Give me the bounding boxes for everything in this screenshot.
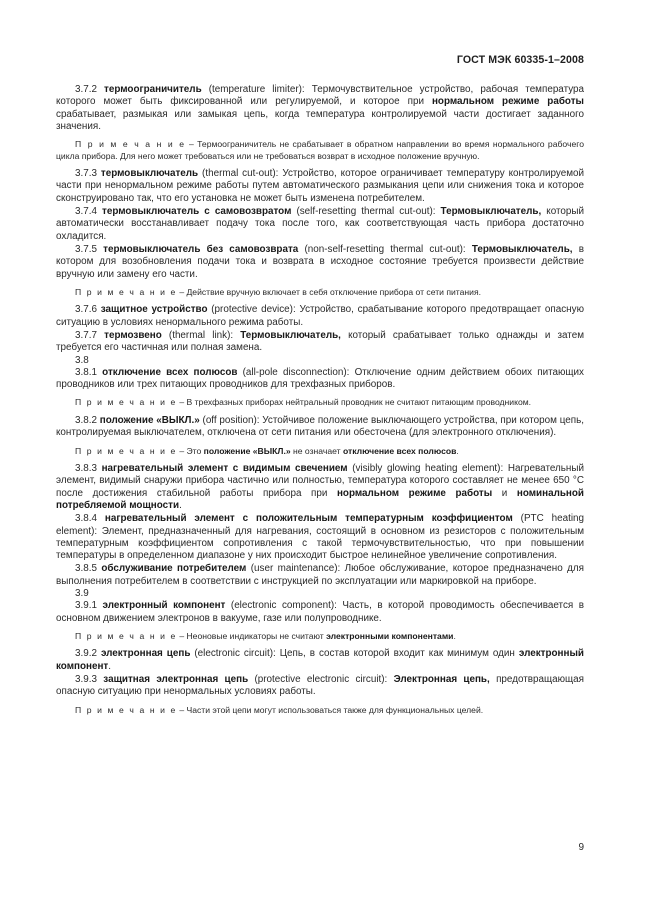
clause-3-9-2 bbox=[56, 648, 584, 673]
note-3-7-2 bbox=[56, 139, 584, 162]
clause-3-7-2 bbox=[56, 84, 584, 133]
bold-reference: Термовыключатель, bbox=[471, 243, 573, 255]
clause-number: 3.8.4 bbox=[75, 513, 97, 525]
definition-text: Элемент, предназначенный для нагревания, состоящий в основном из резисторов с положительным температурным коэффициентом сопротивления с такой термочувствительностью, что при повышении температуры в определенном диапазоне у них происходит быстрое нелинейное увеличение сопротивления. bbox=[56, 525, 584, 562]
term-english: (protective electronic circuit): bbox=[254, 673, 388, 685]
clause-3-8-2 bbox=[56, 415, 584, 440]
clause-3-8: 3.8 bbox=[75, 354, 89, 366]
document-body bbox=[56, 84, 584, 716]
clause-number: 3.7.3 bbox=[75, 168, 97, 180]
term-english: (PTC heating element): bbox=[56, 513, 585, 537]
definition-text: Цепь, в состав которой входит как минимум один bbox=[279, 648, 515, 660]
clause-number: 3.7.7 bbox=[75, 329, 97, 341]
term: обслуживание потребителем bbox=[101, 563, 247, 575]
note-text: – Действие вручную включает в себя отключение прибора от сети питания. bbox=[179, 286, 482, 297]
term-english: (off position): bbox=[202, 414, 260, 426]
clause-number: 3.8.1 bbox=[75, 366, 97, 378]
clause-number: 3.9.3 bbox=[75, 673, 97, 685]
term: отключение всех полюсов bbox=[102, 366, 238, 378]
note-label: П р и м е ч а н и е bbox=[75, 286, 177, 297]
standard-header: ГОСТ МЭК 60335-1–2008 bbox=[456, 54, 584, 66]
definition-text: который срабатывает только однажды и затем требуется его частичная или полная замена. bbox=[56, 329, 584, 354]
term-english: (protective device): bbox=[211, 304, 296, 316]
definition-text: Часть, в которой проводимость обеспечивается в основном движением электронов в вакууме, газе или полупроводнике. bbox=[56, 600, 585, 624]
note-3-8-2 bbox=[56, 446, 584, 458]
definition-text: Нагревательный элемент, видимый снаружи прибора частично или полностью, температура которого составляет не менее 650 °С после достижения стабильной работы прибора при bbox=[56, 463, 584, 499]
definition-text: срабатывает, размыкая или замыкая цепь, когда температура контролируемой части достигает заданного значения. bbox=[56, 108, 584, 132]
clause-3-9-1 bbox=[56, 600, 584, 625]
clause-3-7-6 bbox=[56, 304, 584, 329]
bold-reference: Термовыключатель, bbox=[240, 329, 341, 341]
definition-text: и bbox=[501, 487, 508, 499]
document-page bbox=[56, 54, 584, 884]
term-english: (temperature limiter): bbox=[208, 84, 305, 95]
definition-text: Устойчивое положение выключающего устройства, при котором цепь, контролируемая выключателем, отключена от сети питания или обесточена (для электронного отключения). bbox=[56, 414, 584, 439]
clause-3-9: 3.9 bbox=[75, 588, 89, 599]
clause-3-7-5 bbox=[56, 244, 584, 281]
definition-text: в котором для возобновления подачи тока и возврата в исходное состояние требуется произвести действие вручную или замену его части. bbox=[56, 243, 584, 280]
definition-text: который автоматически восстанавливает подачу тока после того, как соответствующая часть прибора достаточно охладится. bbox=[56, 206, 584, 242]
bold-reference: нормальном режиме работы bbox=[431, 96, 584, 108]
term: электронный компонент bbox=[102, 600, 226, 612]
page-number: 9 bbox=[578, 842, 584, 853]
term: защитная электронная цепь bbox=[103, 673, 249, 685]
definition-text: Термочувствительное устройство, рабочая температура которого может быть фиксированной или регулируемой, и которое при bbox=[56, 84, 585, 108]
clause-3-8-1 bbox=[56, 367, 584, 392]
term: термовыключатель с самовозвратом bbox=[102, 206, 292, 218]
note-text: – Части этой цепи могут использоваться также для функциональных целей. bbox=[179, 704, 484, 715]
bold-reference: электронными компонентами bbox=[326, 630, 454, 641]
definition-text: Устройство, которое ограничивает температуру контролируемой части при ненормальном режиме работы путем автоматического размыкания цепи или снижения тока и которое сконструировано так, что его установка не может быть изменена потребителем. bbox=[56, 168, 585, 204]
definition-text: Отключение одним действием обоих питающих проводников или трех питающих проводников для трехфазных приборов. bbox=[56, 366, 584, 391]
clause-number: 3.7.4 bbox=[75, 206, 97, 218]
term: термозвено bbox=[104, 329, 162, 341]
term: термовыключатель bbox=[100, 168, 199, 180]
clause-number: 3.8.3 bbox=[75, 463, 97, 475]
clause-number: 3.7.6 bbox=[75, 304, 97, 316]
note-text: . bbox=[453, 630, 456, 641]
note-text: – В трехфазных приборах нейтральный проводник не считают питающим проводником. bbox=[179, 397, 532, 408]
term: нагревательный элемент с видимым свечением bbox=[101, 463, 348, 475]
note-label: П р и м е ч а н и е bbox=[75, 139, 186, 150]
note-label: П р и м е ч а н и е bbox=[75, 630, 177, 641]
bold-reference: отключение всех полюсов bbox=[342, 445, 457, 456]
note-3-7-5 bbox=[56, 287, 584, 299]
note-text: . bbox=[456, 445, 459, 456]
term-english: (thermal cut-out): bbox=[202, 168, 279, 180]
definition-text: Устройство, срабатывание которого предотвращает опасную ситуацию в условиях ненормального режима работы. bbox=[56, 304, 584, 328]
bold-reference: положение «ВЫКЛ.» bbox=[203, 445, 291, 456]
note-label: П р и м е ч а н и е bbox=[75, 704, 177, 715]
term-english: (non-self-resetting thermal cut-out): bbox=[304, 243, 466, 255]
term-english: (thermal link): bbox=[168, 329, 234, 341]
term-english: (self-resetting thermal cut-out): bbox=[296, 206, 436, 218]
clause-3-8-5 bbox=[56, 563, 584, 588]
clause-3-9-3 bbox=[56, 674, 584, 699]
clause-number: 3.7.5 bbox=[75, 243, 97, 255]
note-text: – Термоограничитель не срабатывает в обратном направлении во время нормального рабочего цикла прибора. Для него может требоваться или не требоваться возврат в исходное положение вручную. bbox=[56, 139, 584, 161]
note-label: П р и м е ч а н и е bbox=[75, 397, 177, 408]
term: положение «ВЫКЛ.» bbox=[99, 414, 200, 426]
note-3-9-1 bbox=[56, 631, 584, 643]
note-3-9-3 bbox=[56, 705, 584, 717]
definition-text: Любое обслуживание, которое предназначено для выполнения потребителем в соответствии с инструкцией по эксплуатации или маркировкой на приборе. bbox=[56, 563, 585, 587]
definition-text: . bbox=[179, 499, 182, 511]
note-3-8-1 bbox=[56, 397, 584, 409]
term: термовыключатель без самовозврата bbox=[103, 243, 299, 255]
term-english: (electronic circuit): bbox=[194, 648, 276, 660]
bold-reference: Электронная цепь, bbox=[393, 673, 490, 685]
term-english: (electronic component): bbox=[230, 600, 337, 612]
note-label: П р и м е ч а н и е bbox=[75, 445, 177, 456]
term: защитное устройство bbox=[100, 304, 208, 316]
clause-number: 3.9.1 bbox=[75, 600, 97, 612]
clause-3-8-4 bbox=[56, 513, 584, 562]
clause-3-8-3 bbox=[56, 463, 584, 512]
clause-number: 3.8.5 bbox=[75, 563, 97, 575]
clause-number: 3.8.2 bbox=[75, 414, 97, 426]
clause-number: 3.9.2 bbox=[75, 648, 97, 660]
term: нагревательный элемент с положительным температурным коэффициентом bbox=[104, 513, 513, 525]
bold-reference: электронный компонент bbox=[56, 648, 584, 672]
note-text: – Это bbox=[179, 445, 202, 456]
clause-3-7-7 bbox=[56, 330, 584, 355]
note-text: – Неоновые индикаторы не считают bbox=[179, 630, 324, 641]
definition-text: предотвращающая опасную ситуацию при ненормальных условиях работы. bbox=[56, 673, 584, 698]
term-english: (user maintenance): bbox=[250, 563, 341, 575]
clause-3-7-3 bbox=[56, 168, 584, 205]
bold-reference: Термовыключатель, bbox=[440, 206, 542, 218]
term: электронная цепь bbox=[100, 648, 191, 660]
bold-reference: нормальном режиме работы bbox=[336, 487, 493, 499]
bold-reference: номинальной потребляемой мощности bbox=[56, 487, 584, 511]
definition-text: . bbox=[108, 660, 112, 672]
clause-3-7-4 bbox=[56, 206, 584, 243]
clause-number: 3.7.2 bbox=[75, 84, 97, 95]
term-english: (all-pole disconnection): bbox=[242, 366, 350, 378]
note-text: не означает bbox=[293, 445, 341, 456]
term-english: (visibly glowing heating element): bbox=[352, 463, 504, 475]
term: термоограничитель bbox=[104, 84, 202, 95]
